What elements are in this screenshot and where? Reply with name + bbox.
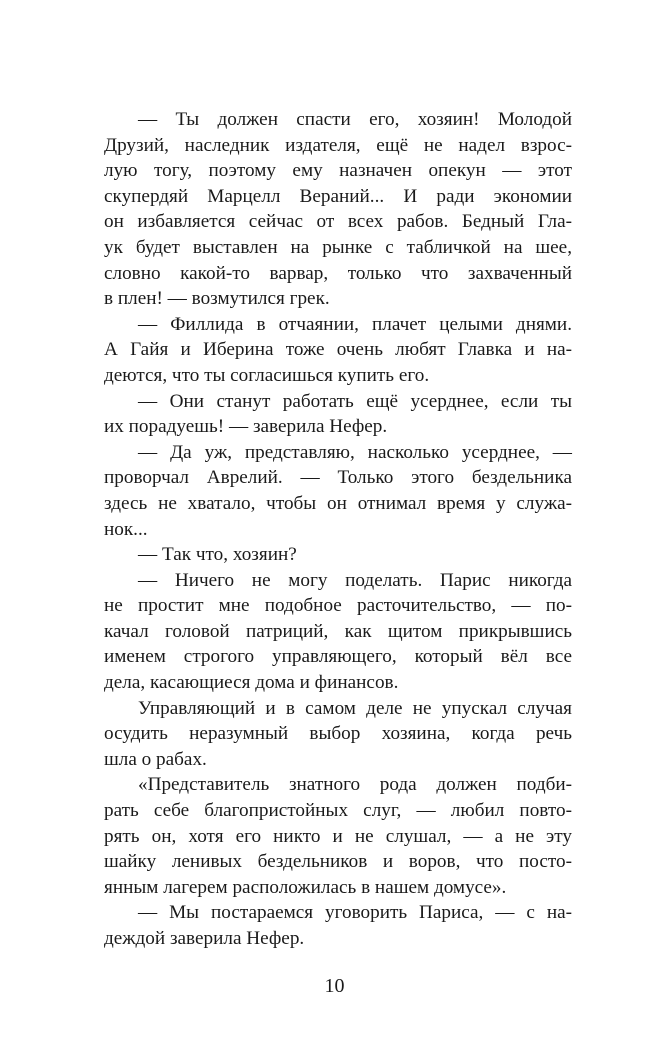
text-line: качал головой патриций, как щитом прикрывшись — [104, 620, 572, 642]
text-line: здесь не хватало, чтобы он отнимал время у служа- — [104, 492, 572, 514]
text-line: — Мы постараемся уговорить Париса, — с на- — [138, 902, 572, 924]
text-line: не простит мне подобное расточительство, — по- — [104, 595, 572, 617]
text-line: — Ничего не могу поделать. Парис никогда — [138, 569, 572, 591]
text-line: словно какой-то варвар, только что захваченный — [104, 262, 572, 284]
paragraph — [104, 568, 572, 696]
text-line: янным лагерем расположилась в нашем домусе». — [104, 876, 507, 898]
text-line: — Да уж, представляю, насколько усерднее, — — [138, 441, 572, 463]
paragraph — [104, 900, 572, 951]
text-line: деются, что ты согласишься купить его. — [104, 364, 430, 386]
text-line: лую тогу, поэтому ему назначен опекун — этот — [104, 160, 572, 182]
text-line: деждой заверила Нефер. — [104, 928, 305, 949]
text-line: ук будет выставлен на рынке с табличкой на шее, — [104, 236, 572, 258]
text-line: шла о рабах. — [104, 748, 207, 770]
text-line: — Они станут работать ещё усерднее, если ты — [138, 390, 572, 412]
text-line: Управляющий и в самом деле не упускал случая — [138, 697, 572, 719]
text-line: — Филлида в отчаянии, плачет целыми днями. — [138, 313, 572, 335]
text-line: он избавляется сейчас от всех рабов. Бедный Гла- — [104, 211, 572, 233]
text-line: — Так что, хозяин? — [138, 544, 297, 566]
text-line: Друзий, наследник издателя, ещё не надел взрос- — [104, 134, 572, 156]
text-line: нок... — [104, 518, 148, 540]
text-line: дела, касающиеся дома и финансов. — [104, 672, 399, 694]
paragraph — [104, 389, 572, 440]
page-number: 10 — [324, 975, 345, 997]
paragraph — [104, 696, 572, 773]
text-line: проворчал Аврелий. — Только этого бездельника — [104, 467, 572, 489]
text-line: скупердяй Марцелл Вераний... И ради экономии — [104, 185, 572, 207]
text-line: рять он, хотя его никто и не слушал, — а не эту — [104, 825, 572, 847]
paragraph — [104, 440, 572, 542]
paragraph — [104, 312, 572, 389]
page-text-body — [104, 107, 572, 952]
paragraph — [104, 772, 572, 900]
text-line: шайку ленивых бездельников и воров, что посто- — [104, 851, 572, 873]
text-line: рать себе благопристойных слуг, — любил повто- — [104, 800, 572, 822]
text-line: — Ты должен спасти его, хозяин! Молодой — [138, 109, 572, 130]
text-line: осудить неразумный выбор хозяина, когда речь — [104, 723, 572, 745]
text-line: А Гайя и Иберина тоже очень любят Главка и на- — [104, 339, 572, 361]
paragraph — [104, 542, 572, 568]
text-line: в плен! — возмутился грек. — [104, 288, 330, 310]
paragraph — [104, 107, 572, 312]
text-line: именем строгого управляющего, который вёл все — [104, 646, 572, 668]
text-line: их порадуешь! — заверила Нефер. — [104, 416, 388, 438]
text-line: «Представитель знатного рода должен подби- — [138, 774, 572, 796]
